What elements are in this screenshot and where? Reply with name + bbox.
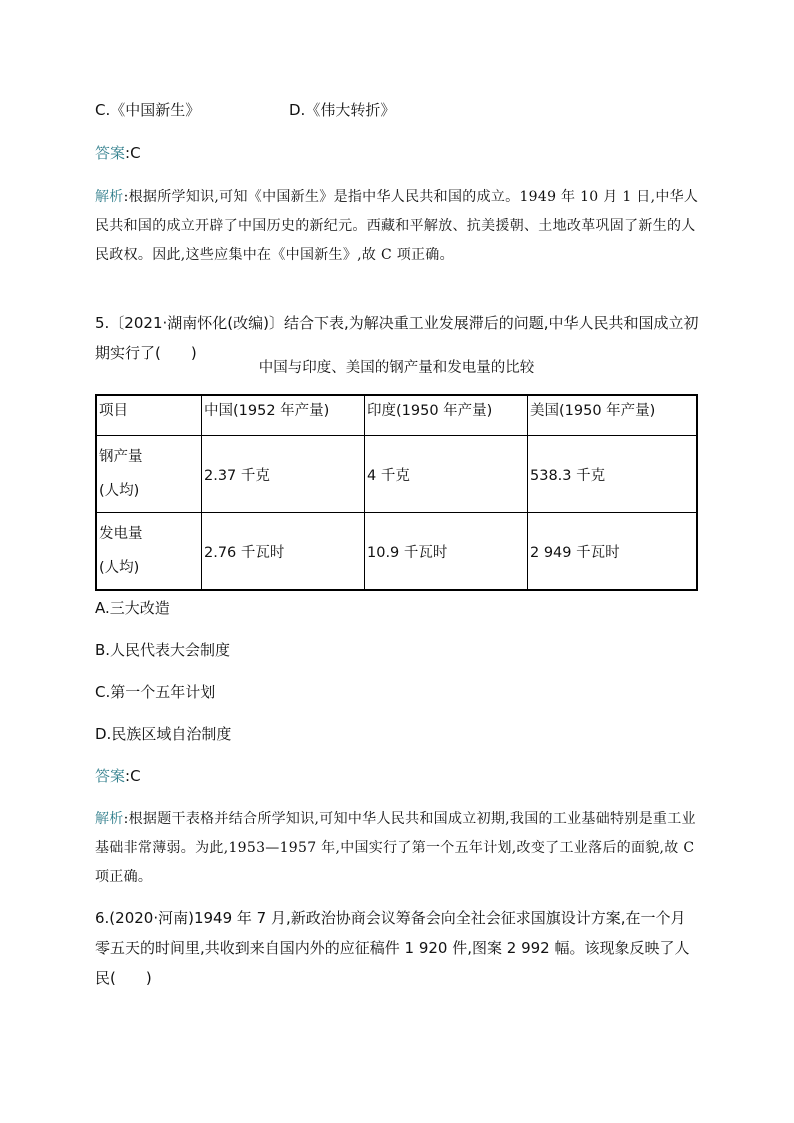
q5-option-d: D.民族区域自治制度 <box>95 725 232 743</box>
row-item-unit: (人均) <box>99 483 140 499</box>
header-china: 中国(1952 年产量) <box>202 395 365 436</box>
cell-china: 2.76 千瓦时 <box>202 513 365 591</box>
q5-stem: 5.〔2021·湖南怀化(改编)〕结合下表,为解决重工业发展滞后的问题,中华人民共和国成立初期实行了( ) <box>95 314 699 362</box>
q4-option-c: C.《中国新生》 <box>95 101 201 119</box>
header-india: 印度(1950 年产量) <box>365 395 528 436</box>
q5-option-b: B.人民代表大会制度 <box>95 641 231 659</box>
q4-answer <box>95 143 141 163</box>
cell-india: 10.9 千瓦时 <box>365 513 528 591</box>
row-item-unit: (人均) <box>99 560 140 576</box>
q5-explanation <box>95 805 700 892</box>
explanation-text: :根据所学知识,可知《中国新生》是指中华人民共和国的成立。1949 年 10 月 1 日,中华人民共和国的成立开辟了中国历史的新纪元。西藏和平解放、抗美援朝、土地改革巩固了新生的人民政权。因此,这些应集中在《中国新生》,故 C 项正确。 <box>95 189 699 263</box>
q6-stem: 6.(2020·河南)1949 年 7 月,新政治协商会议筹备会向全社会征求国旗设计方案,在一个月零五天的时间里,共收到来自国内外的应征稿件 1 920 件,图案 2 992 幅。该现象反映了人民( ) <box>95 909 690 987</box>
cell-india: 4 千克 <box>365 436 528 513</box>
explanation-text: :根据题干表格并结合所学知识,可知中华人民共和国成立初期,我国的工业基础特别是重工业基础非常薄弱。为此,1953—1957 年,中国实行了第一个五年计划,改变了工业落后的面貌,故 C 项正确。 <box>95 811 696 885</box>
row-item-name: 钢产量 <box>99 449 143 465</box>
q5-option-c: C.第一个五年计划 <box>95 683 216 701</box>
row-item <box>96 513 202 591</box>
header-usa: 美国(1950 年产量) <box>528 395 698 436</box>
answer-label: 答案 <box>95 144 126 162</box>
row-item-name: 发电量 <box>99 526 143 542</box>
table-row <box>96 436 697 513</box>
answer-label: 答案 <box>95 767 126 785</box>
answer-value: :C <box>125 767 141 785</box>
q5-answer <box>95 766 141 786</box>
comparison-table <box>95 394 698 591</box>
table-row <box>96 513 697 591</box>
row-item <box>96 436 202 513</box>
cell-usa: 2 949 千瓦时 <box>528 513 698 591</box>
table-header-row <box>96 395 697 436</box>
header-item: 项目 <box>96 395 202 436</box>
cell-usa: 538.3 千克 <box>528 436 698 513</box>
explanation-label: 解析 <box>95 189 124 205</box>
q4-explanation <box>95 183 700 270</box>
table-title: 中国与印度、美国的钢产量和发电量的比较 <box>258 360 535 376</box>
q4-option-d: D.《伟大转折》 <box>289 101 396 119</box>
answer-value: :C <box>125 144 141 162</box>
explanation-label: 解析 <box>95 811 124 827</box>
cell-china: 2.37 千克 <box>202 436 365 513</box>
q5-option-a: A.三大改造 <box>95 599 170 617</box>
